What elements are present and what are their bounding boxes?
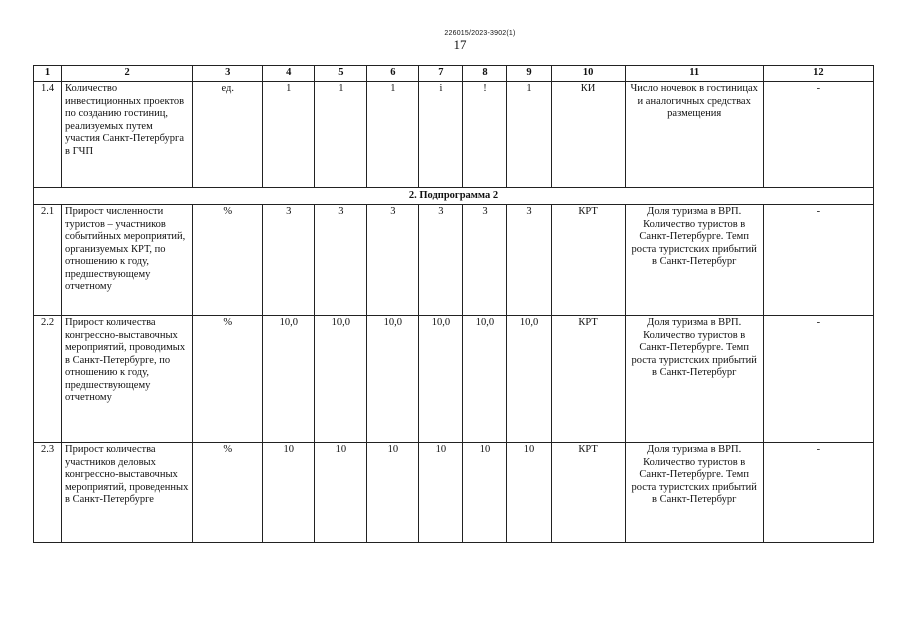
value-cell: 10,0 [463,316,507,443]
value-cell: 10 [367,443,419,543]
column-header: 2 [62,66,193,82]
value-cell: 10,0 [507,316,551,443]
note-cell: - [763,205,873,316]
column-header: 3 [193,66,263,82]
value-cell: 3 [263,205,315,316]
note-cell: - [763,316,873,443]
value-cell: 3 [419,205,463,316]
value-cell: 10 [463,443,507,543]
column-header: 7 [419,66,463,82]
value-cell: 10,0 [315,316,367,443]
unit-cell: % [193,443,263,543]
row-code: 2.3 [34,443,62,543]
column-header: 1 [34,66,62,82]
column-header: 5 [315,66,367,82]
column-header: 6 [367,66,419,82]
value-cell: 3 [367,205,419,316]
indicator-name: Прирост численности туристов – участников событийных мероприятий, организуемых КРТ, по отношению к году, предшествующему отчетному [62,205,193,316]
row-code: 1.4 [34,82,62,188]
description-cell: Число ночевок в гостиницах и аналогичных средствах размещения [625,82,763,188]
value-cell: 10 [315,443,367,543]
row-code: 2.1 [34,205,62,316]
indicator-name: Количество инвестиционных проектов по созданию гостиниц, реализуемых путем участия Санкт-Петербурга в ГЧП [62,82,193,188]
responsible-cell: КРТ [551,443,625,543]
value-cell: 1 [263,82,315,188]
value-cell: ! [463,82,507,188]
table-row [34,82,874,188]
value-cell: 10,0 [263,316,315,443]
value-cell: 3 [507,205,551,316]
value-cell: 1 [507,82,551,188]
column-header: 9 [507,66,551,82]
responsible-cell: КРТ [551,205,625,316]
value-cell: 10 [507,443,551,543]
section-title: 2. Подпрограмма 2 [34,188,874,205]
page-number: 17 [453,37,467,52]
description-cell: Доля туризма в ВРП. Количество туристов в Санкт-Петербурге. Темп роста туристских прибытий в Санкт-Петербург [625,316,763,443]
value-cell: 10 [263,443,315,543]
column-header: 10 [551,66,625,82]
unit-cell: % [193,205,263,316]
table-row [34,443,874,543]
table-header-row [34,66,874,82]
indicator-name: Прирост количества конгрессно-выставочных мероприятий, проводимых в Санкт-Петербурге, по отношению к году, предшествующему отчетному [62,316,193,443]
value-cell: 10,0 [367,316,419,443]
description-cell: Доля туризма в ВРП. Количество туристов в Санкт-Петербурге. Темп роста туристских прибытий в Санкт-Петербург [625,205,763,316]
value-cell: 3 [463,205,507,316]
document-id: 226015/2023-3902(1) [444,30,516,37]
responsible-cell: КРТ [551,316,625,443]
table-row [34,205,874,316]
column-header: 8 [463,66,507,82]
row-code: 2.2 [34,316,62,443]
note-cell: - [763,443,873,543]
value-cell: 1 [315,82,367,188]
column-header: 12 [763,66,873,82]
value-cell: 10 [419,443,463,543]
value-cell: 1 [367,82,419,188]
section-row [34,188,874,205]
value-cell: 3 [315,205,367,316]
value-cell: i [419,82,463,188]
indicators-table [33,65,874,543]
note-cell: - [763,82,873,188]
column-header: 4 [263,66,315,82]
value-cell: 10,0 [419,316,463,443]
unit-cell: ед. [193,82,263,188]
table-row [34,316,874,443]
responsible-cell: КИ [551,82,625,188]
unit-cell: % [193,316,263,443]
indicator-name: Прирост количества участников деловых конгрессно-выставочных мероприятий, проведенных в Санкт-Петербурге [62,443,193,543]
description-cell: Доля туризма в ВРП. Количество туристов в Санкт-Петербурге. Темп роста туристских прибытий в Санкт-Петербург [625,443,763,543]
column-header: 11 [625,66,763,82]
